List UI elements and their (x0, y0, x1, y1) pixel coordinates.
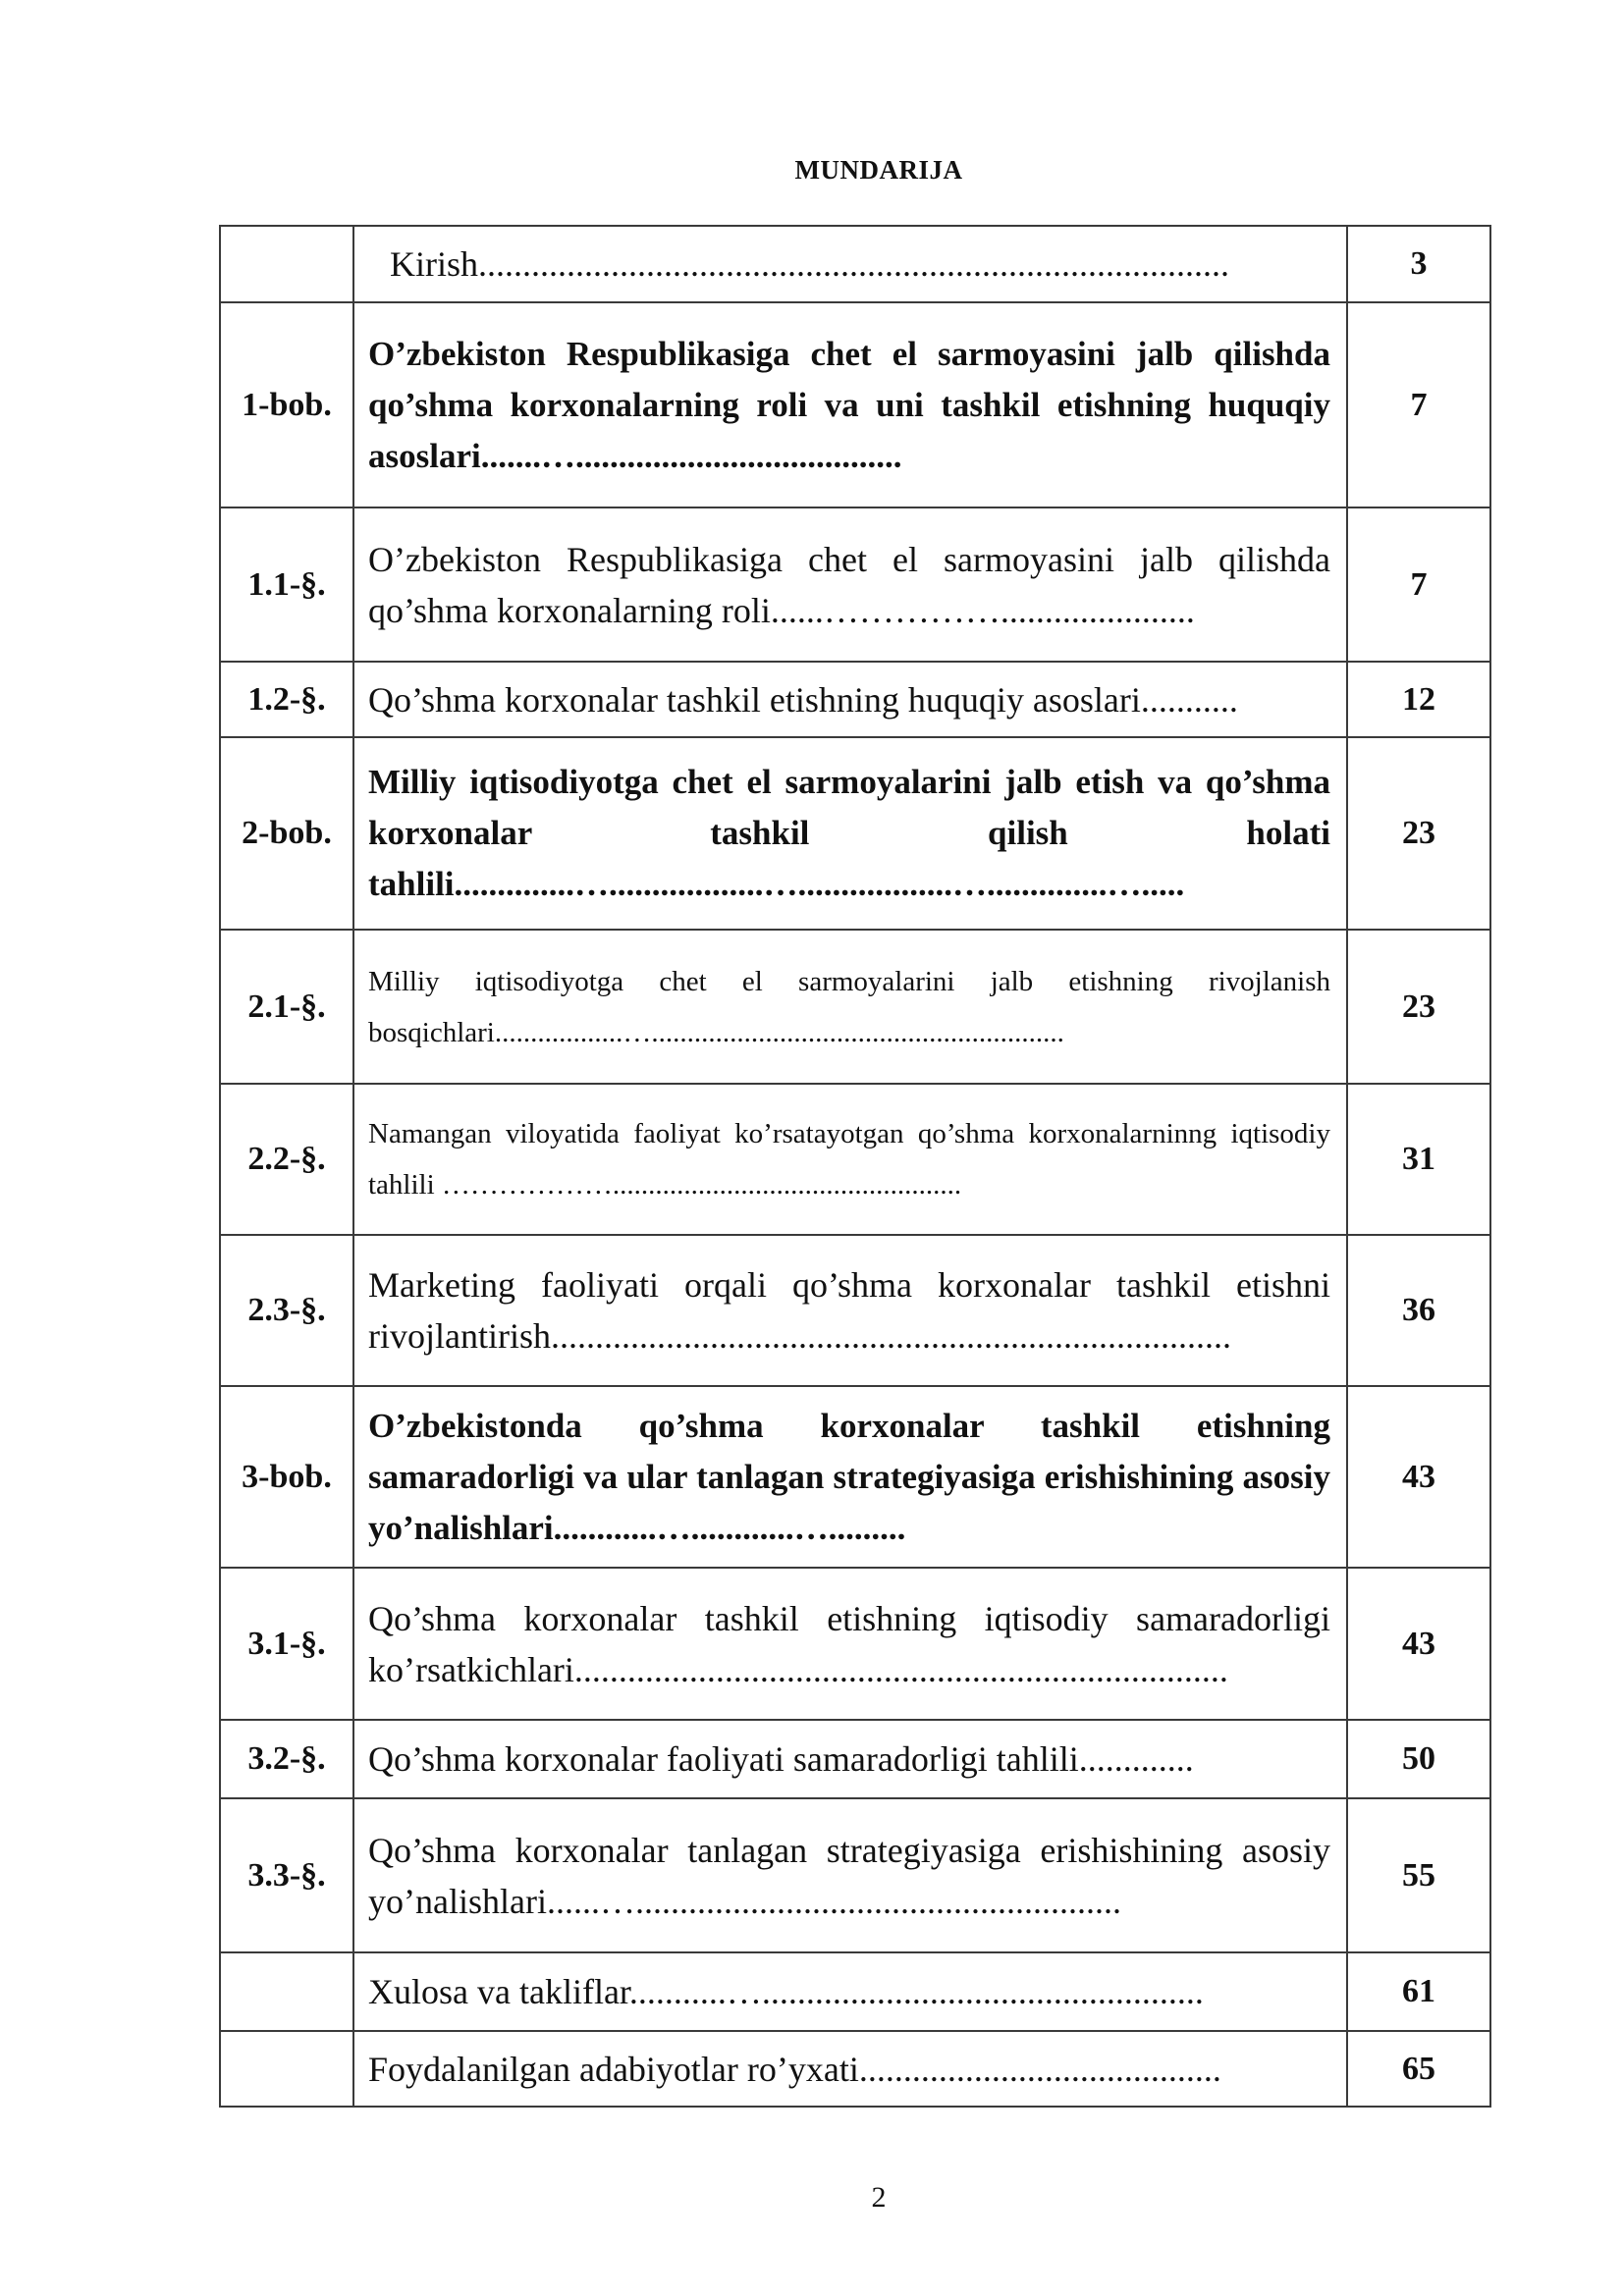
toc-row (220, 737, 1490, 930)
toc-row-title: Milliy iqtisodiyotga chet el sarmoyalarini jalb etish va qo’shma korxonalar tashkil qilish holati tahlili..............…..................…..................…..............…..... (353, 737, 1347, 930)
toc-row (220, 507, 1490, 662)
toc-row-title: Qo’shma korxonalar tashkil etishning iqtisodiy samaradorligi ko’rsatkichlari.......................................................................... (353, 1568, 1347, 1720)
toc-row (220, 2031, 1490, 2107)
toc-row-page: 55 (1347, 1798, 1490, 1952)
toc-row (220, 226, 1490, 302)
toc-row (220, 930, 1490, 1084)
toc-row-label: 3.2-§. (220, 1720, 353, 1798)
toc-row-title: Namangan viloyatida faoliyat ko’rsatayotgan qo’shma korxonalarninng iqtisodiy tahlili ………………................................................. (353, 1084, 1347, 1235)
toc-row-title: Qo’shma korxonalar tanlagan strategiyasiga erishishining asosiy yo’nalishlari......…....................................................... (353, 1798, 1347, 1952)
toc-row (220, 1720, 1490, 1798)
toc-row-title: O’zbekistonda qo’shma korxonalar tashkil etishning samaradorligi va ular tanlagan strategiyasiga erishishining asosiy yo’nalishlari............…............…......... (353, 1386, 1347, 1568)
toc-row-page: 61 (1347, 1952, 1490, 2031)
toc-row-label (220, 226, 353, 302)
toc-row-page: 7 (1347, 302, 1490, 507)
toc-row-label: 3-bob. (220, 1386, 353, 1568)
toc-row-page: 50 (1347, 1720, 1490, 1798)
toc-row-page: 23 (1347, 737, 1490, 930)
toc-row-title: Xulosa va takliflar...........….................................................. (353, 1952, 1347, 2031)
toc-row-page: 43 (1347, 1386, 1490, 1568)
toc-row-title: Milliy iqtisodiyotga chet el sarmoyalarini jalb etishning rivojlanish bosqichlari..................….......................................................... (353, 930, 1347, 1084)
toc-row-label: 2.1-§. (220, 930, 353, 1084)
toc-row-label: 1-bob. (220, 302, 353, 507)
toc-row-label: 1.1-§. (220, 507, 353, 662)
toc-row (220, 1952, 1490, 2031)
toc-row (220, 1568, 1490, 1720)
toc-row-title: Qo’shma korxonalar faoliyati samaradorligi tahlili............. (353, 1720, 1347, 1798)
toc-row-title: Marketing faoliyati orqali qo’shma korxonalar tashkil etishni rivojlantirish............................................................................. (353, 1235, 1347, 1386)
toc-row (220, 662, 1490, 737)
toc-row (220, 1798, 1490, 1952)
table-of-contents (219, 225, 1491, 2108)
toc-row-page: 12 (1347, 662, 1490, 737)
page-number: 2 (871, 2181, 887, 2214)
toc-row-page: 36 (1347, 1235, 1490, 1386)
toc-row-label: 2.2-§. (220, 1084, 353, 1235)
toc-row-page: 23 (1347, 930, 1490, 1084)
toc-row (220, 1235, 1490, 1386)
toc-row-page: 3 (1347, 226, 1490, 302)
toc-row-title: Kirish..................................................................................... (353, 226, 1347, 302)
toc-row (220, 1386, 1490, 1568)
toc-row-page: 43 (1347, 1568, 1490, 1720)
toc-row-title: Foydalanilgan adabiyotlar ro’yxati......................................... (353, 2031, 1347, 2107)
toc-row-page: 7 (1347, 507, 1490, 662)
toc-row (220, 302, 1490, 507)
toc-row-label: 3.1-§. (220, 1568, 353, 1720)
toc-row-page: 31 (1347, 1084, 1490, 1235)
toc-row-title: O’zbekiston Respublikasiga chet el sarmoyasini jalb qilishda qo’shma korxonalarning roli va uni tashkil etishning huquqiy asoslari.......…...................................... (353, 302, 1347, 507)
toc-row-label (220, 1952, 353, 2031)
toc-row-label: 1.2-§. (220, 662, 353, 737)
toc-row-page: 65 (1347, 2031, 1490, 2107)
toc-row-label (220, 2031, 353, 2107)
toc-row-title: O’zbekiston Respublikasiga chet el sarmoyasini jalb qilishda qo’shma korxonalarning roli......……………...................... (353, 507, 1347, 662)
toc-row (220, 1084, 1490, 1235)
page-title: MUNDARIJA (794, 155, 963, 185)
toc-row-title: Qo’shma korxonalar tashkil etishning huquqiy asoslari........... (353, 662, 1347, 737)
toc-row-label: 2.3-§. (220, 1235, 353, 1386)
toc-row-label: 3.3-§. (220, 1798, 353, 1952)
toc-row-label: 2-bob. (220, 737, 353, 930)
